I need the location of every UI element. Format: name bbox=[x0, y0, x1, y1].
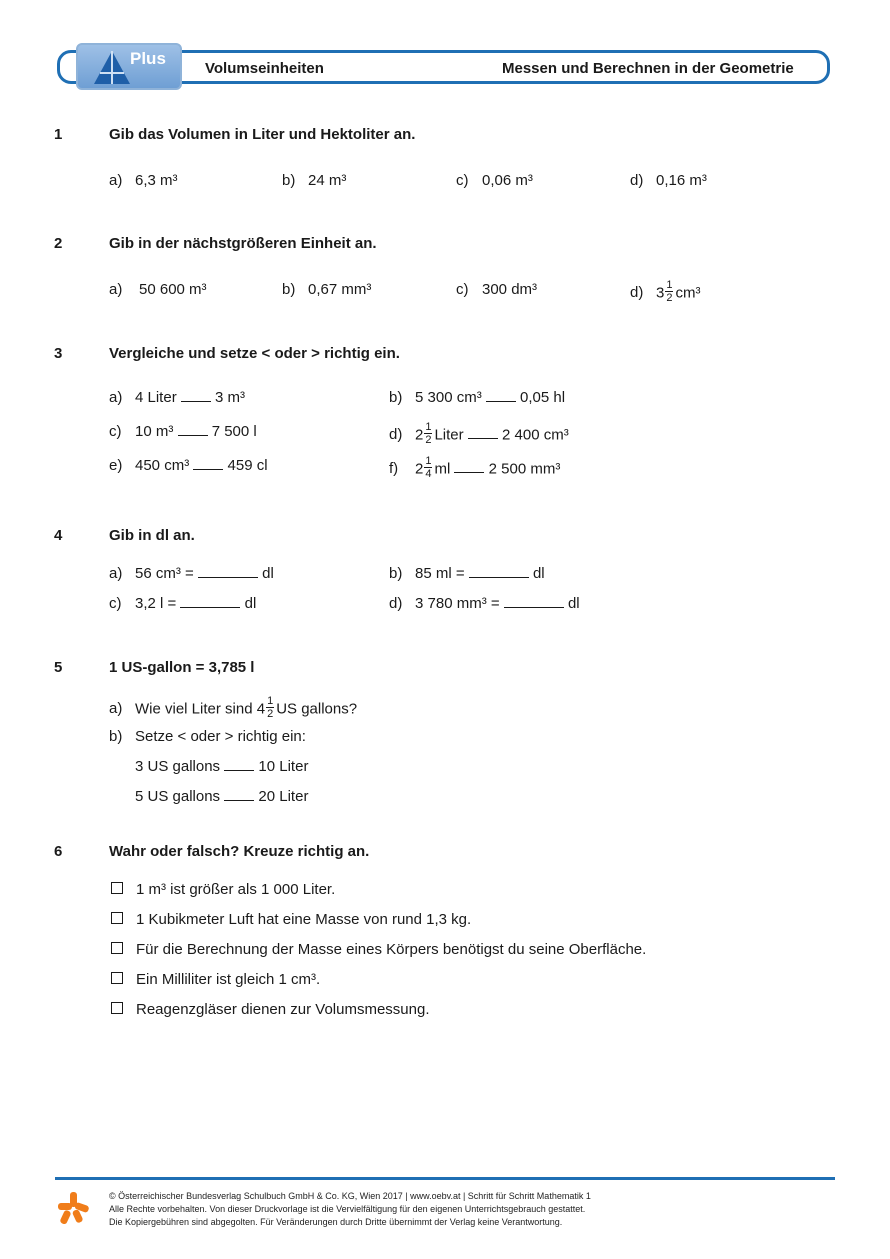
task-item bbox=[456, 172, 533, 189]
unit: dl bbox=[262, 565, 274, 582]
fraction bbox=[424, 455, 432, 480]
task-heading: Gib in der nächstgrößeren Einheit an. bbox=[109, 235, 377, 252]
task-item bbox=[630, 281, 700, 306]
task-number: 4 bbox=[54, 527, 63, 544]
task-item bbox=[109, 728, 306, 745]
item-text: 0,67 mm³ bbox=[308, 281, 372, 298]
task-heading: Wahr oder falsch? Kreuze richtig an. bbox=[109, 843, 370, 860]
left-term: Liter bbox=[434, 426, 464, 444]
checkbox[interactable] bbox=[111, 882, 123, 894]
item-text: US gallons? bbox=[276, 700, 358, 718]
answer-blank[interactable] bbox=[224, 788, 254, 801]
logo-text: Plus bbox=[130, 49, 166, 68]
item-label: d) bbox=[389, 595, 403, 612]
item-label: b) bbox=[389, 565, 403, 582]
footer-copyright: © Österreichischer Bundesverlag Schulbuch GmbH & Co. KG, Wien 2017 | www.oebv.at | Schritt für Schritt Mathematik 1 bbox=[109, 1191, 591, 1201]
answer-blank[interactable] bbox=[178, 423, 208, 436]
item-label: a) bbox=[109, 389, 123, 406]
task-heading: Gib das Volumen in Liter und Hektoliter an. bbox=[109, 126, 416, 143]
task-item bbox=[109, 697, 357, 722]
task-number: 6 bbox=[54, 843, 63, 860]
item-text: 0,06 m³ bbox=[482, 172, 533, 189]
fraction bbox=[266, 695, 274, 720]
left-term: 3 780 mm³ = bbox=[415, 595, 500, 612]
item-label: c) bbox=[109, 423, 122, 440]
left-term: 450 cm³ bbox=[135, 457, 190, 474]
compare-item bbox=[109, 457, 268, 474]
right-term: 2 500 mm³ bbox=[488, 460, 561, 478]
answer-blank[interactable] bbox=[181, 389, 211, 402]
item-label: f) bbox=[389, 460, 399, 478]
item-label: b) bbox=[389, 389, 403, 406]
compare-item bbox=[389, 423, 569, 448]
conversion-item bbox=[389, 595, 580, 612]
answer-blank[interactable] bbox=[193, 457, 223, 470]
compare-item bbox=[389, 389, 565, 406]
compare-item bbox=[109, 423, 257, 440]
task-item bbox=[630, 172, 707, 189]
item-label: d) bbox=[389, 426, 403, 444]
answer-blank[interactable] bbox=[198, 565, 258, 578]
right-term: 10 Liter bbox=[258, 758, 309, 775]
fraction bbox=[665, 279, 673, 304]
left-term: 5 US gallons bbox=[135, 788, 221, 805]
conversion-item bbox=[109, 595, 256, 612]
statement-text: Reagenzgläser dienen zur Volumsmessung. bbox=[136, 1001, 430, 1018]
item-text: 6,3 m³ bbox=[135, 172, 178, 189]
task-heading: Vergleiche und setze < oder > richtig ein. bbox=[109, 345, 400, 362]
answer-blank[interactable] bbox=[180, 595, 240, 608]
unit: dl bbox=[532, 565, 545, 582]
item-label: c) bbox=[109, 595, 122, 612]
fraction bbox=[424, 421, 432, 446]
item-label: d) bbox=[630, 172, 644, 189]
statement-text: Für die Berechnung der Masse eines Körpers benötigst du seine Oberfläche. bbox=[136, 941, 647, 958]
plus-logo bbox=[76, 43, 182, 90]
statement-text: Ein Milliliter ist gleich 1 cm³. bbox=[136, 971, 321, 988]
left-term: 3 US gallons bbox=[135, 758, 221, 775]
task-heading: 1 US-gallon = 3,785 l bbox=[109, 659, 255, 676]
compare-item bbox=[135, 788, 308, 805]
item-label: e) bbox=[109, 457, 123, 474]
task-item bbox=[282, 281, 371, 298]
mixed-number-whole: 2 bbox=[415, 426, 424, 444]
statement-text: 1 Kubikmeter Luft hat eine Masse von rund 1,3 kg. bbox=[136, 911, 472, 928]
task-heading: Gib in dl an. bbox=[109, 527, 195, 544]
compare-item bbox=[135, 758, 308, 775]
footer-disclaimer: Die Kopiergebühren sind abgegolten. Für Veränderungen durch Dritte übernimmt der Verlag keine Verantwortung. bbox=[109, 1217, 563, 1227]
mixed-number-whole: 3 bbox=[656, 284, 665, 302]
statement-row bbox=[111, 971, 320, 988]
footer-rights: Alle Rechte vorbehalten. Von dieser Druckvorlage ist die Vervielfältigung für den eigenen Unterrichtsgebrauch gestattet. bbox=[109, 1204, 586, 1214]
answer-blank[interactable] bbox=[454, 460, 484, 473]
unit: dl bbox=[244, 595, 257, 612]
task-number: 2 bbox=[54, 235, 63, 252]
answer-blank[interactable] bbox=[504, 595, 564, 608]
fraction-numerator: 1 bbox=[666, 279, 673, 291]
item-label: a) bbox=[109, 565, 123, 582]
statement-row bbox=[111, 1001, 430, 1018]
answer-blank[interactable] bbox=[468, 426, 498, 439]
item-text: Wie viel Liter sind 4 bbox=[135, 700, 266, 718]
conversion-item bbox=[109, 565, 274, 582]
checkbox[interactable] bbox=[111, 912, 123, 924]
statement-row bbox=[111, 941, 646, 958]
left-term: 10 m³ bbox=[135, 423, 174, 440]
left-term: 4 Liter bbox=[135, 389, 177, 406]
right-term: 0,05 hl bbox=[520, 389, 566, 406]
fraction-denominator: 4 bbox=[425, 468, 432, 480]
checkbox[interactable] bbox=[111, 972, 123, 984]
answer-blank[interactable] bbox=[469, 565, 529, 578]
checkbox[interactable] bbox=[111, 942, 123, 954]
checkbox[interactable] bbox=[111, 1002, 123, 1014]
item-label: b) bbox=[282, 172, 296, 189]
footer-rule bbox=[55, 1177, 835, 1180]
item-text: 300 dm³ bbox=[482, 281, 538, 298]
item-text: Setze < oder > richtig ein: bbox=[135, 728, 306, 745]
task-item bbox=[282, 172, 346, 189]
task-number: 5 bbox=[54, 659, 63, 676]
left-term: ml bbox=[434, 460, 451, 478]
left-term: 5 300 cm³ bbox=[415, 389, 482, 406]
item-label: b) bbox=[109, 728, 123, 745]
compare-item bbox=[109, 389, 245, 406]
fraction-numerator: 1 bbox=[267, 695, 274, 707]
fraction-denominator: 2 bbox=[267, 708, 274, 720]
right-term: 2 400 cm³ bbox=[502, 426, 569, 444]
statement-text: 1 m³ ist größer als 1 000 Liter. bbox=[136, 881, 336, 898]
right-term: 20 Liter bbox=[258, 788, 309, 805]
item-text: 24 m³ bbox=[308, 172, 347, 189]
answer-blank[interactable] bbox=[486, 389, 516, 402]
publisher-logo-icon bbox=[56, 1190, 90, 1226]
fraction-denominator: 2 bbox=[666, 292, 673, 304]
left-term: 3,2 l = bbox=[135, 595, 177, 612]
task-item bbox=[109, 172, 178, 189]
mixed-number-whole: 2 bbox=[415, 460, 424, 478]
triangle-icon bbox=[92, 49, 132, 86]
item-text: 50 600 m³ bbox=[139, 281, 207, 298]
fraction-numerator: 1 bbox=[425, 421, 432, 433]
chapter-title: Messen und Berechnen in der Geometrie bbox=[502, 60, 794, 77]
item-label: c) bbox=[456, 281, 469, 298]
task-item bbox=[109, 281, 207, 298]
compare-item bbox=[389, 457, 560, 482]
left-term: 85 ml = bbox=[415, 565, 465, 582]
item-text: 0,16 m³ bbox=[656, 172, 707, 189]
task-number: 3 bbox=[54, 345, 63, 362]
right-term: 3 m³ bbox=[215, 389, 246, 406]
right-term: 7 500 l bbox=[211, 423, 257, 440]
item-label: a) bbox=[109, 172, 123, 189]
statement-row bbox=[111, 911, 471, 928]
statement-row bbox=[111, 881, 335, 898]
item-label: d) bbox=[630, 284, 644, 302]
item-label: a) bbox=[109, 281, 123, 298]
worksheet-title: Volumseinheiten bbox=[205, 60, 324, 77]
task-number: 1 bbox=[54, 126, 63, 143]
conversion-item bbox=[389, 565, 545, 582]
task-item bbox=[456, 281, 537, 298]
unit: dl bbox=[567, 595, 580, 612]
item-text: cm³ bbox=[675, 284, 701, 302]
item-label: c) bbox=[456, 172, 469, 189]
item-label: a) bbox=[109, 700, 123, 718]
item-label: b) bbox=[282, 281, 296, 298]
fraction-denominator: 2 bbox=[425, 434, 432, 446]
fraction-numerator: 1 bbox=[425, 455, 432, 467]
answer-blank[interactable] bbox=[224, 758, 254, 771]
left-term: 56 cm³ = bbox=[135, 565, 194, 582]
right-term: 459 cl bbox=[227, 457, 268, 474]
